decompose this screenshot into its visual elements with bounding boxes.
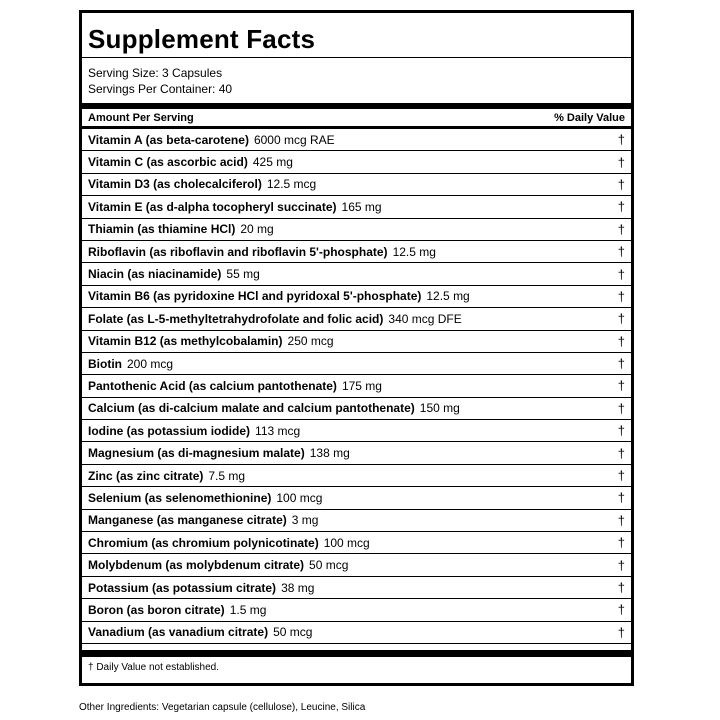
daily-value-dagger: †: [617, 288, 625, 304]
daily-value-dagger: †: [617, 535, 625, 551]
nutrient-amount: 3 mg: [291, 513, 319, 528]
nutrient-info: [88, 491, 322, 505]
daily-value-dagger: †: [617, 602, 625, 618]
nutrient-amount: 12.5 mg: [426, 289, 470, 304]
nutrient-amount: 425 mg: [252, 155, 293, 170]
nutrient-info: [88, 603, 266, 617]
nutrient-name: Boron (as boron citrate): [88, 602, 225, 617]
daily-value-dagger: †: [617, 356, 625, 372]
nutrient-row: [82, 331, 631, 353]
nutrient-name: Selenium (as selenomethionine): [88, 490, 272, 505]
nutrient-name: Pantothenic Acid (as calcium pantothenate): [88, 378, 337, 393]
nutrient-info: [88, 581, 314, 595]
daily-value-dagger: †: [617, 557, 625, 573]
nutrient-amount: 12.5 mcg: [266, 177, 317, 192]
panel-title: Supplement Facts: [82, 13, 631, 58]
nutrient-amount: 50 mcg: [273, 625, 313, 640]
nutrient-info: [88, 334, 334, 348]
nutrient-info: [88, 401, 460, 415]
nutrient-name: Potassium (as potassium citrate): [88, 580, 277, 595]
nutrient-info: [88, 133, 335, 147]
servings-per-container: Servings Per Container: 40: [88, 82, 233, 96]
nutrient-amount: 100 mcg: [276, 490, 323, 505]
daily-value-dagger: †: [617, 333, 625, 349]
nutrient-name: Zinc (as zinc citrate): [88, 468, 204, 483]
nutrient-amount: 150 mg: [419, 401, 460, 416]
nutrient-row: [82, 532, 631, 554]
nutrient-name: Vitamin C (as ascorbic acid): [88, 155, 248, 170]
nutrient-row: [82, 510, 631, 532]
nutrient-name: Vitamin A (as beta-carotene): [88, 132, 249, 147]
nutrient-row: [82, 420, 631, 442]
nutrient-name: Niacin (as niacinamide): [88, 267, 222, 282]
nutrient-row: [82, 286, 631, 308]
nutrient-amount: 12.5 mg: [392, 244, 436, 259]
nutrient-info: [88, 446, 350, 460]
nutrient-name: Magnesium (as di-magnesium malate): [88, 446, 305, 461]
nutrient-row: [82, 174, 631, 196]
bottom-divider: [82, 650, 631, 657]
nutrient-name: Molybdenum (as molybdenum citrate): [88, 558, 305, 573]
nutrient-info: [88, 267, 260, 281]
nutrient-info: [88, 536, 370, 550]
nutrient-amount: 250 mcg: [287, 334, 334, 349]
nutrient-row: [82, 308, 631, 330]
nutrient-info: [88, 289, 470, 303]
nutrient-name: Vitamin E (as d-alpha tocopheryl succinate): [88, 199, 337, 214]
nutrient-name: Vitamin B6 (as pyridoxine HCl and pyridoxal 5'-phosphate): [88, 289, 422, 304]
nutrient-row: [82, 375, 631, 397]
serving-info: [82, 58, 631, 103]
other-ingredients: Other Ingredients: Vegetarian capsule (cellulose), Leucine, Silica: [79, 702, 366, 713]
daily-value-dagger: †: [617, 132, 625, 148]
column-header: [82, 109, 631, 126]
daily-value-dagger: †: [617, 468, 625, 484]
nutrient-row: [82, 487, 631, 509]
nutrient-row: [82, 465, 631, 487]
nutrient-info: [88, 245, 436, 259]
nutrient-row: [82, 129, 631, 151]
daily-value-dagger: †: [617, 244, 625, 260]
nutrient-amount: 100 mcg: [323, 535, 370, 550]
nutrient-info: [88, 312, 462, 326]
nutrient-row: [82, 554, 631, 576]
daily-value-dagger: †: [617, 400, 625, 416]
nutrient-amount: 38 mg: [281, 580, 315, 595]
nutrient-info: [88, 625, 312, 639]
footnote: † Daily Value not established.: [88, 661, 220, 673]
nutrient-name: Chromium (as chromium polynicotinate): [88, 535, 319, 550]
nutrient-list: [82, 129, 631, 644]
nutrient-info: [88, 513, 318, 527]
amount-per-serving-header: Amount Per Serving: [88, 111, 194, 124]
daily-value-dagger: †: [617, 580, 625, 595]
daily-value-dagger: †: [617, 378, 625, 394]
nutrient-row: [82, 219, 631, 241]
nutrient-row: [82, 263, 631, 285]
nutrient-name: Vitamin D3 (as cholecalciferol): [88, 177, 262, 192]
nutrient-name: Thiamin (as thiamine HCl): [88, 222, 236, 237]
nutrient-amount: 165 mg: [341, 199, 382, 214]
nutrient-amount: 200 mcg: [127, 356, 174, 371]
nutrient-amount: 6000 mcg RAE: [253, 132, 335, 147]
nutrient-amount: 7.5 mg: [208, 468, 246, 483]
nutrient-row: [82, 622, 631, 644]
nutrient-amount: 175 mg: [341, 378, 382, 393]
serving-size: Serving Size: 3 Capsules: [88, 66, 223, 80]
nutrient-info: [88, 222, 274, 236]
nutrient-info: [88, 177, 316, 191]
nutrient-row: [82, 442, 631, 464]
daily-value-dagger: †: [617, 490, 625, 506]
nutrient-amount: 20 mg: [240, 222, 274, 237]
daily-value-header: % Daily Value: [554, 111, 625, 124]
daily-value-dagger: †: [617, 176, 625, 192]
nutrient-amount: 113 mcg: [255, 423, 301, 438]
nutrient-name: Biotin: [88, 356, 122, 371]
daily-value-dagger: †: [617, 512, 625, 528]
daily-value-dagger: †: [617, 154, 625, 170]
nutrient-row: [82, 577, 631, 599]
nutrient-name: Folate (as L-5-methyltetrahydrofolate and folic acid): [88, 311, 384, 326]
nutrient-row: [82, 241, 631, 263]
nutrient-info: [88, 424, 300, 438]
daily-value-dagger: †: [617, 624, 625, 640]
nutrient-row: [82, 151, 631, 173]
nutrient-row: [82, 196, 631, 218]
nutrient-info: [88, 558, 348, 572]
nutrient-name: Vitamin B12 (as methylcobalamin): [88, 334, 283, 349]
daily-value-dagger: †: [617, 199, 625, 215]
nutrient-info: [88, 357, 173, 371]
nutrient-amount: 50 mcg: [309, 558, 349, 573]
nutrient-info: [88, 469, 245, 483]
nutrient-row: [82, 599, 631, 621]
nutrient-info: [88, 155, 293, 169]
daily-value-dagger: †: [617, 266, 625, 282]
nutrient-amount: 1.5 mg: [229, 602, 267, 617]
nutrient-name: Calcium (as di-calcium malate and calcium pantothenate): [88, 401, 415, 416]
daily-value-dagger: †: [617, 311, 625, 327]
nutrient-name: Manganese (as manganese citrate): [88, 513, 287, 528]
nutrient-amount: 138 mg: [309, 446, 350, 461]
daily-value-dagger: †: [617, 221, 625, 237]
supplement-facts-panel: [79, 10, 634, 686]
nutrient-name: Riboflavin (as riboflavin and riboflavin 5'-phosphate): [88, 244, 388, 259]
nutrient-info: [88, 379, 382, 393]
nutrient-name: Iodine (as potassium iodide): [88, 423, 251, 438]
daily-value-dagger: †: [617, 423, 625, 439]
nutrient-name: Vanadium (as vanadium citrate): [88, 625, 269, 640]
nutrient-row: [82, 353, 631, 375]
nutrient-amount: 55 mg: [226, 267, 260, 282]
nutrient-info: [88, 200, 382, 214]
nutrient-amount: 340 mcg DFE: [388, 311, 462, 326]
daily-value-dagger: †: [617, 445, 625, 461]
nutrient-row: [82, 398, 631, 420]
